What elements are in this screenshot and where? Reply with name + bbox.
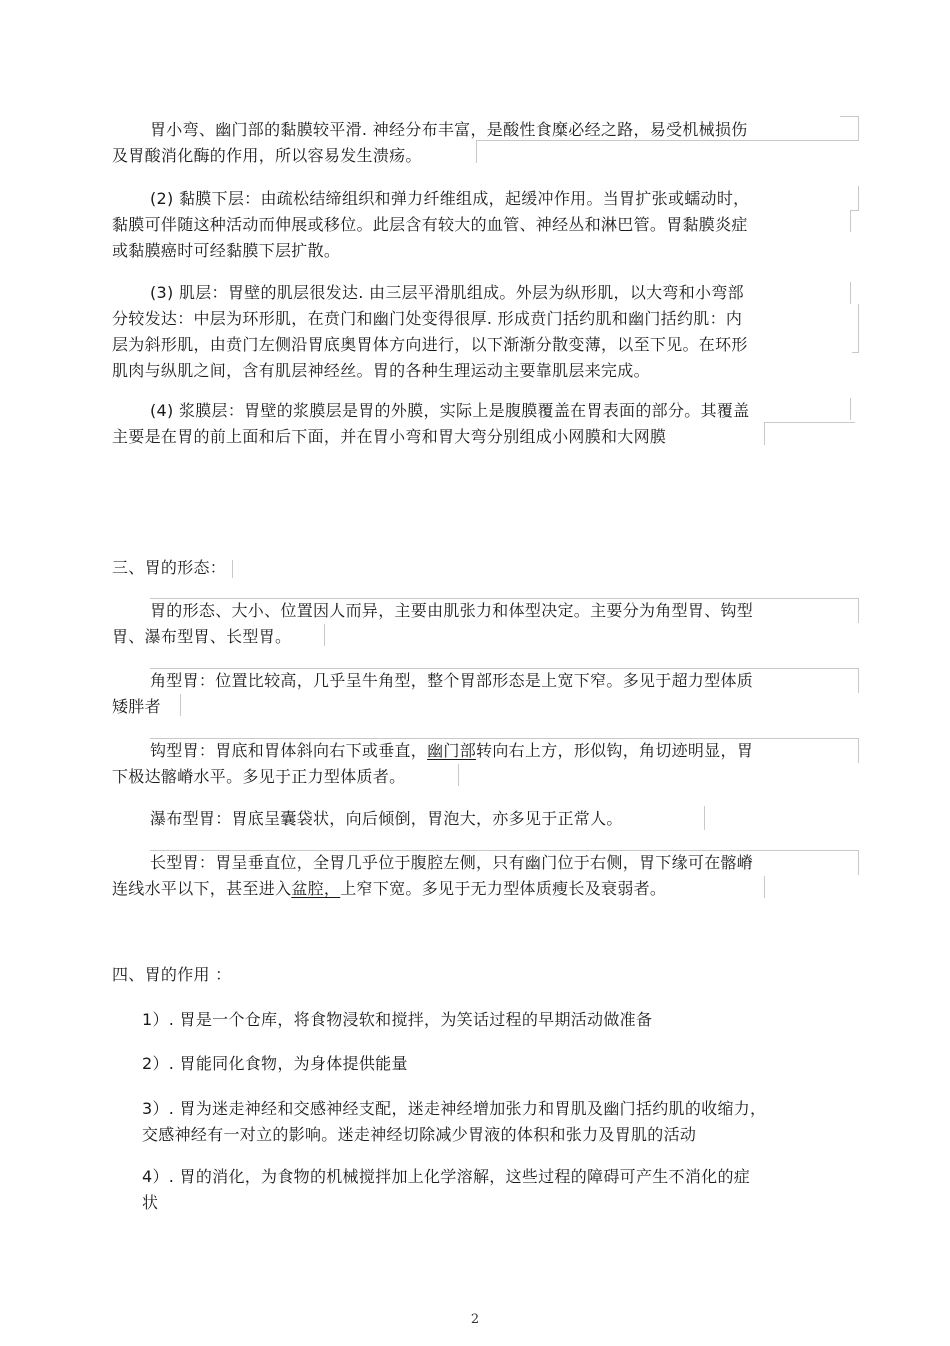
text-line: 分较发达：中层为环形肌，在贲门和幽门处变得很厚. 形成贲门括约肌和幽门括约肌：内 xyxy=(112,309,743,328)
text-line: 2）. 胃能同化食物，为身体提供能量 xyxy=(142,1054,408,1073)
paragraph-angle-stomach xyxy=(112,668,832,720)
text-line: 矮胖者 xyxy=(112,697,161,716)
function-list-item xyxy=(142,1164,832,1216)
table-remnant-line xyxy=(850,210,859,232)
underlined-term: 盆腔， xyxy=(291,879,341,898)
text-line: 状 xyxy=(142,1193,159,1212)
text-line: 下极达髂嵴水平。多见于正力型体质者。 xyxy=(112,767,406,786)
text-line: 交感神经有一对立的影响。迷走神经切除减少胃液的体积和张力及胃肌的活动 xyxy=(142,1125,697,1144)
table-remnant-line xyxy=(850,282,859,304)
paragraph-long-stomach xyxy=(112,850,832,902)
text-line: 1）. 胃是一个仓库，将食物浸软和搅拌，为笑话过程的早期活动做准备 xyxy=(142,1010,653,1029)
text-line: 主要是在胃的前上面和后下面，并在胃小弯和胃大弯分别组成小网膜和大网膜 xyxy=(112,427,667,446)
text-line: 胃的形态、大小、位置因人而异，主要由肌张力和体型决定。主要分为角型胃、钩型 xyxy=(150,601,754,620)
function-list-item xyxy=(142,1096,832,1148)
paragraph-serosa xyxy=(112,398,832,450)
text-segment: 上窄下宽。多见于无力型体质瘦长及衰弱者。 xyxy=(340,879,667,898)
table-remnant-line xyxy=(228,560,233,578)
text-line: 层为斜形肌，由贲门左侧沿胃底奥胃体方向进行，以下渐渐分散变薄，以至下见。在环形 xyxy=(112,335,748,354)
text-line xyxy=(112,738,832,764)
text-segment: 钩型胃：胃底和胃体斜向右下或垂直， xyxy=(150,741,428,760)
paragraph-waterfall-stomach xyxy=(112,806,832,832)
text-line: 长型胃：胃呈垂直位，全胃几乎位于腹腔左侧，只有幽门位于右侧，胃下缘可在髂嵴 xyxy=(150,853,754,872)
text-line: (4) 浆膜层：胃壁的浆膜层是胃的外膜，实际上是腹膜覆盖在胃表面的部分。其覆盖 xyxy=(150,401,750,420)
text-line: 或黏膜癌时可经黏膜下层扩散。 xyxy=(112,241,341,260)
function-list-item xyxy=(142,1051,832,1077)
text-line: (3) 肌层：胃壁的肌层很发达. 由三层平滑肌组成。外层为纵形肌，以大弯和小弯部 xyxy=(150,283,744,302)
text-segment: 转向右上方，形似钩，角切迹明显，胃 xyxy=(476,741,754,760)
section-heading-stomach-function: 四、胃的作用 ： xyxy=(112,965,232,984)
text-line: 瀑布型胃：胃底呈囊袋状，向后倾倒，胃泡大，亦多见于正常人。 xyxy=(150,809,623,828)
paragraph-muscular-layer xyxy=(112,280,832,384)
text-line: 胃、瀑布型胃、长型胃。 xyxy=(112,627,292,646)
underlined-term: 幽门部 xyxy=(427,741,477,760)
text-line: 肌肉与纵肌之间，含有肌层神经丝。胃的各种生理运动主要靠肌层来完成。 xyxy=(112,361,650,380)
page-number: 2 xyxy=(470,1312,480,1327)
text-line: 4）. 胃的消化，为食物的机械搅拌加上化学溶解，这些过程的障碍可产生不消化的症 xyxy=(142,1167,751,1186)
text-line: 及胃酸消化酶的作用，所以容易发生溃疡。 xyxy=(112,146,422,165)
text-line xyxy=(112,876,832,902)
paragraph-hook-stomach xyxy=(112,738,832,790)
text-line: 角型胃：位置比较高，几乎呈牛角型，整个胃部形态是上宽下窄。多见于超力型体质 xyxy=(150,671,754,690)
paragraph-mucosa-ulcer xyxy=(112,117,832,169)
text-line: 胃小弯、幽门部的黏膜较平滑. 神经分布丰富，是酸性食糜必经之路，易受机械损伤 xyxy=(150,120,748,139)
text-segment: 连线水平以下，甚至进入 xyxy=(112,879,292,898)
text-line: 3）. 胃为迷走神经和交感神经支配，迷走神经增加张力和胃肌及幽门括约肌的收缩力， xyxy=(142,1099,767,1118)
table-remnant-line xyxy=(852,304,859,353)
text-line: 黏膜可伴随这种活动而伸展或移位。此层含有较大的血管、神经丛和淋巴管。胃黏膜炎症 xyxy=(112,215,748,234)
table-remnant-line xyxy=(850,186,859,211)
table-remnant-line xyxy=(840,398,851,420)
table-remnant-line xyxy=(840,116,859,141)
paragraph-shape-intro xyxy=(112,598,832,650)
paragraph-submucosa xyxy=(112,186,832,264)
section-heading-stomach-shape: 三、胃的形态： xyxy=(112,558,227,577)
text-line: (2) 黏膜下层：由疏松结缔组织和弹力纤维组成，起缓冲作用。当胃扩张或蠕动时， xyxy=(150,189,750,208)
function-list-item xyxy=(142,1007,832,1033)
